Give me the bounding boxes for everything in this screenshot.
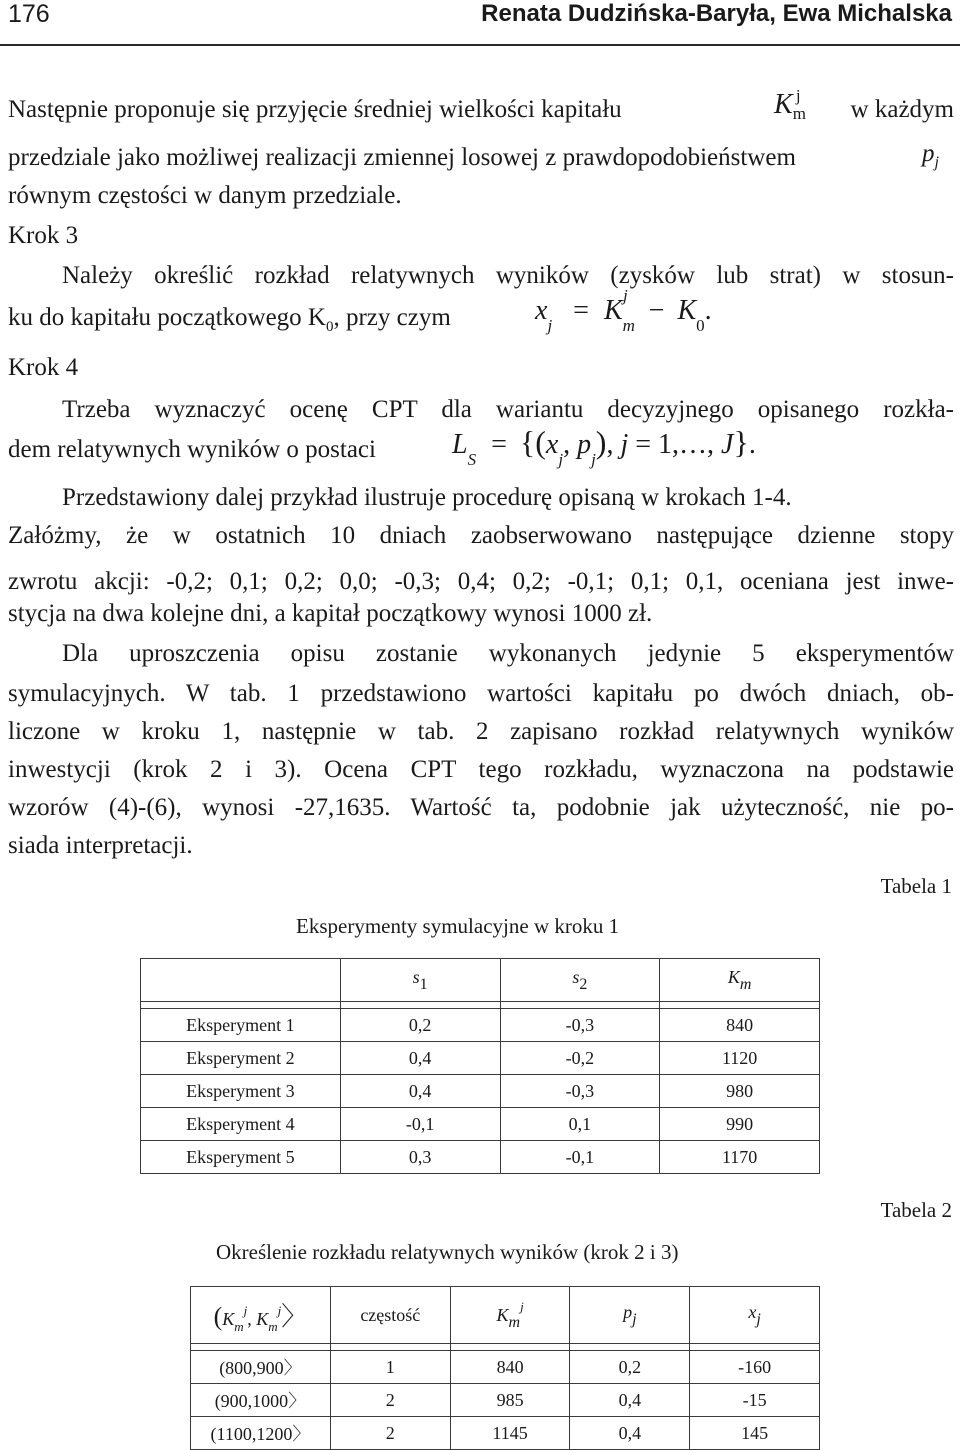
table1-cell: 990 bbox=[660, 1108, 820, 1141]
table2-cell: (900,1000〉 bbox=[191, 1384, 331, 1417]
table1-title: Eksperymenty symulacyjne w kroku 1 bbox=[296, 914, 620, 938]
paragraph3-line6: siada interpretacji. bbox=[8, 832, 193, 859]
table2-cell: 0,4 bbox=[570, 1417, 690, 1450]
paragraph1-line2: przedziale jako możliwej realizacji zmiennej losowej z prawdopodobieństwem bbox=[8, 144, 796, 171]
page-number: 176 bbox=[8, 0, 50, 28]
table1-header-s2: s2 bbox=[500, 959, 660, 1002]
table1-cell: -0,3 bbox=[500, 1009, 660, 1042]
table2-header-pj: pj bbox=[570, 1287, 690, 1344]
table1-cell: -0,2 bbox=[500, 1042, 660, 1075]
table2-cell: -15 bbox=[690, 1384, 820, 1417]
table2-header-row bbox=[191, 1287, 820, 1344]
table1-cell: 980 bbox=[660, 1075, 820, 1108]
table1-cell: 0,2 bbox=[340, 1009, 500, 1042]
table2-cell: (800,900〉 bbox=[191, 1351, 331, 1384]
formula-x-j: $x_j = K_m^j - K_0$. bbox=[535, 286, 712, 335]
table-row bbox=[141, 1141, 820, 1174]
table1-cell: 840 bbox=[660, 1009, 820, 1042]
table-row bbox=[191, 1351, 820, 1384]
table1-cell: Eksperyment 3 bbox=[141, 1075, 341, 1108]
table1-cell: 1170 bbox=[660, 1141, 820, 1174]
paragraph1-line1-end: w każdym bbox=[850, 96, 954, 123]
table1-cell: Eksperyment 2 bbox=[141, 1042, 341, 1075]
table1 bbox=[140, 958, 820, 1174]
table1-cell: 0,4 bbox=[340, 1042, 500, 1075]
table1-cell: -0,1 bbox=[340, 1108, 500, 1141]
table2-cell: 840 bbox=[450, 1351, 570, 1384]
page-header bbox=[0, 0, 960, 36]
table1-cell: Eksperyment 5 bbox=[141, 1141, 341, 1174]
paragraph2-line4: stycja na dwa kolejne dni, a kapitał początkowy wynosi 1000 zł. bbox=[8, 600, 653, 627]
table2-header-Kmj: Km$^j$ bbox=[450, 1287, 570, 1344]
table1-cell: 0,3 bbox=[340, 1141, 500, 1174]
table1-header-row bbox=[141, 959, 820, 1002]
table1-cell: Eksperyment 1 bbox=[141, 1009, 341, 1042]
table2-label: Tabela 2 bbox=[880, 1198, 952, 1222]
krok3-heading: Krok 3 bbox=[8, 222, 79, 249]
table-row bbox=[141, 1042, 820, 1075]
table-row bbox=[191, 1417, 820, 1450]
math-K-m-j: $K_m^j$ bbox=[774, 86, 806, 123]
paragraph3-line2: symulacyjnych. W tab. 1 przedstawiono wartości kapitału po dwóch dniach, ob- bbox=[8, 680, 954, 707]
table-row bbox=[141, 1075, 820, 1108]
table1-header-s1: s1 bbox=[340, 959, 500, 1002]
paragraph3-line4: inwestycji (krok 2 i 3). Ocena CPT tego rozkładu, wyznaczona na podstawie bbox=[8, 756, 954, 783]
running-head-authors: Renata Dudzińska-Baryła, Ewa Michalska bbox=[481, 0, 952, 27]
formula-L-S: $L_S = \{(x_j$, $p_j$), j = 1,…, J}. bbox=[452, 424, 756, 469]
table1-cell: 0,1 bbox=[500, 1108, 660, 1141]
table1-label: Tabela 1 bbox=[880, 874, 952, 898]
table1-cell: 0,4 bbox=[340, 1075, 500, 1108]
table1-cell: -0,1 bbox=[500, 1141, 660, 1174]
paragraph3-line5: wzorów (4)-(6), wynosi -27,1635. Wartość ta, podobnie jak użyteczność, nie po- bbox=[8, 794, 954, 821]
table1-header-empty bbox=[141, 959, 341, 1002]
krok3-line2: ku do kapitału początkowego $K_0$, przy czym bbox=[8, 304, 451, 335]
table2-header-xj: xj bbox=[690, 1287, 820, 1344]
table2-cell: 1 bbox=[330, 1351, 450, 1384]
paragraph2-line1: Przedstawiony dalej przykład ilustruje procedurę opisaną w krokach 1-4. bbox=[62, 484, 792, 511]
paragraph1-line3: równym częstości w danym przedziale. bbox=[8, 182, 402, 209]
table-row bbox=[191, 1384, 820, 1417]
paragraph2-line2: Załóżmy, że w ostatnich 10 dniach zaobserwowano następujące dzienne stopy bbox=[8, 522, 954, 549]
paragraph2-line3: zwrotu akcji: -0,2; 0,1; 0,2; 0,0; -0,3; 0,4; 0,2; -0,1; 0,1; 0,1, oceniana jest inwe- bbox=[8, 568, 954, 595]
table1-cell: -0,3 bbox=[500, 1075, 660, 1108]
table1-header-Km: Km bbox=[660, 959, 820, 1002]
table2-title: Określenie rozkładu relatywnych wyników (krok 2 i 3) bbox=[216, 1240, 679, 1264]
table2-cell: -160 bbox=[690, 1351, 820, 1384]
table2-cell: 2 bbox=[330, 1384, 450, 1417]
table-row bbox=[141, 1009, 820, 1042]
table2-cell: 1145 bbox=[450, 1417, 570, 1450]
paragraph3-line3: liczone w kroku 1, następnie w tab. 2 zapisano rozkład relatywnych wyników bbox=[8, 718, 954, 745]
krok3-line1: Należy określić rozkład relatywnych wyników (zysków lub strat) w stosun- bbox=[62, 262, 954, 289]
table2-cell: 145 bbox=[690, 1417, 820, 1450]
table1-cell: 1120 bbox=[660, 1042, 820, 1075]
paragraph3-line1: Dla uproszczenia opisu zostanie wykonanych jedynie 5 eksperymentów bbox=[62, 640, 954, 667]
table2-cell: 2 bbox=[330, 1417, 450, 1450]
table2 bbox=[190, 1286, 820, 1450]
table-row bbox=[141, 1108, 820, 1141]
table2-header-frequency: częstość bbox=[330, 1287, 450, 1344]
table1-cell: Eksperyment 4 bbox=[141, 1108, 341, 1141]
krok4-heading: Krok 4 bbox=[8, 354, 79, 381]
krok4-line2: dem relatywnych wyników o postaci bbox=[8, 436, 376, 463]
table2-cell: 985 bbox=[450, 1384, 570, 1417]
table2-cell: 0,4 bbox=[570, 1384, 690, 1417]
krok4-line1: Trzeba wyznaczyć ocenę CPT dla wariantu decyzyjnego opisanego rozkła- bbox=[62, 396, 954, 423]
table2-cell: 0,2 bbox=[570, 1351, 690, 1384]
math-p-j: $p_j$ bbox=[922, 140, 939, 171]
table2-header-interval: ($K_m^j$, $K_m^j$〉 bbox=[191, 1287, 331, 1344]
table2-cell: (1100,1200〉 bbox=[191, 1417, 331, 1450]
header-rule bbox=[0, 44, 960, 46]
paragraph1-line1: Następnie proponuje się przyjęcie średniej wielkości kapitału bbox=[8, 96, 622, 123]
